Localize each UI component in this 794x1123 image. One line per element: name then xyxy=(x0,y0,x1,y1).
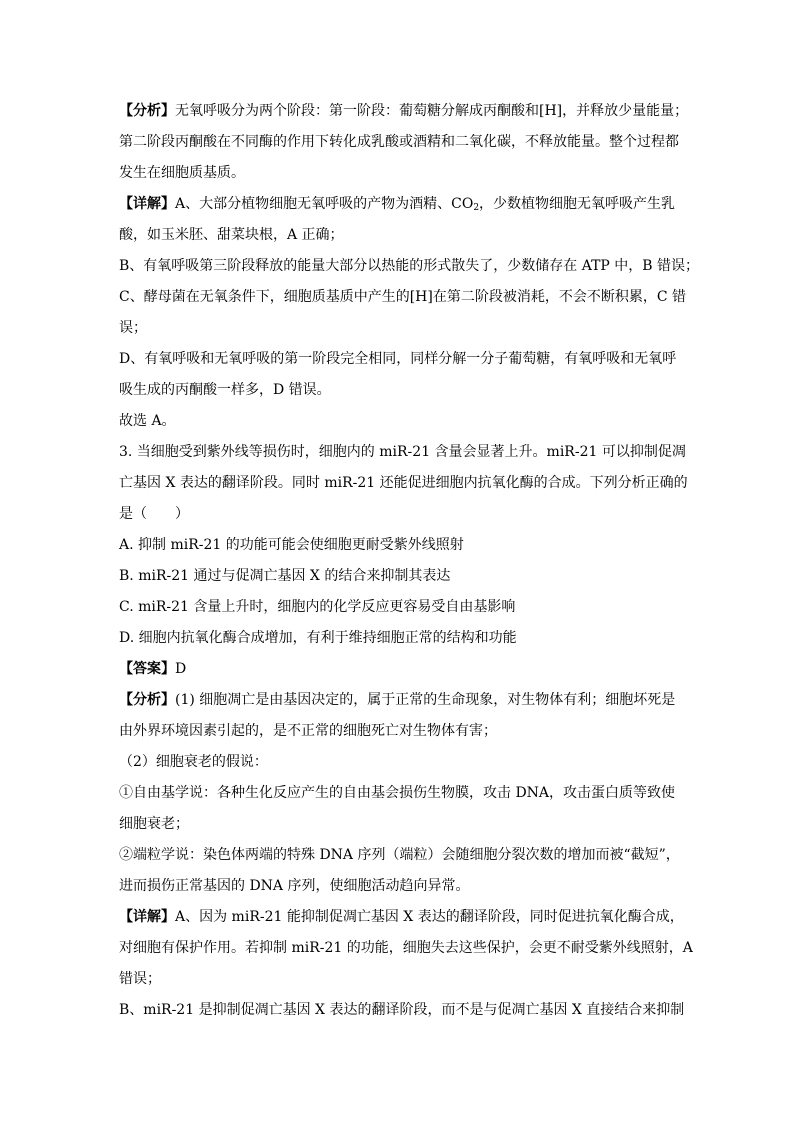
analysis2-line-2: 由外界环境因素引起的，是不正常的细胞死亡对生物体有害； xyxy=(119,723,497,739)
analysis1-line-2: 第二阶段丙酮酸在不同酶的作用下转化成乳酸或酒精和二氧化碳，不释放能量。整个过程都 xyxy=(119,134,679,150)
analysis2-line-7: 进而损伤正常基因的 DNA 序列，使细胞活动趋向异常。 xyxy=(119,878,470,894)
detail2-line-4: B、miR-21 是抑制促凋亡基因 X 表达的翻译阶段，而不是与促凋亡基因 X 直接结合来抑制 xyxy=(119,1002,685,1018)
analysis2-line-3: （2）细胞衰老的假说： xyxy=(119,754,268,770)
question3-option-d: D. 细胞内抗氧化酶合成增加，有利于维持细胞正常的结构和功能 xyxy=(119,630,517,646)
detail-tag: 【详解】 xyxy=(119,196,175,212)
detail1-line-a1: 【详解】A、大部分植物细胞无氧呼吸的产物为酒精、$CO_2$，少数植物细胞无氧呼吸产生乳 xyxy=(119,196,676,213)
answer-tag: 【答案】 xyxy=(119,661,175,677)
analysis2-line-1: 【分析】(1) 细胞凋亡是由基因决定的，属于正常的生命现象，对生物体有利；细胞坏死是 xyxy=(119,692,676,708)
detail2-line-2: 对细胞有保护作用。若抑制 miR-21 的功能，细胞失去这些保护，会更不耐受紫外线照射，A xyxy=(119,940,693,956)
question3-option-b: B. miR-21 通过与促凋亡基因 X 的结合来抑制其表达 xyxy=(119,568,451,584)
analysis2-line-4: ①自由基学说：各种生化反应产生的自由基会损伤生物膜，攻击 DNA，攻击蛋白质等致使 xyxy=(119,785,676,801)
analysis2-line-5: 细胞衰老； xyxy=(119,816,189,832)
analysis-tag: 【分析】 xyxy=(119,103,175,119)
analysis-tag: 【分析】 xyxy=(119,692,175,708)
question3-option-c: C. miR-21 含量上升时，细胞内的化学反应更容易受自由基影响 xyxy=(119,599,516,615)
analysis2-line-6: ②端粒学说：染色体两端的特殊 DNA 序列（端粒）会随细胞分裂次数的增加而被“截短”， xyxy=(119,847,680,863)
question3-stem-2: 亡基因 X 表达的翻译阶段。同时 miR-21 还能促进细胞内抗氧化酶的合成。下列分析正确的 xyxy=(119,475,688,491)
answer-value: D xyxy=(175,661,187,677)
detail2-line-1: 【详解】A、因为 miR-21 能抑制促凋亡基因 X 表达的翻译阶段，同时促进抗氧化酶合成， xyxy=(119,909,684,925)
detail1-line-d2: 吸生成的丙酮酸一样多，D 错误。 xyxy=(119,382,331,398)
detail1-line-b: B、有氧呼吸第三阶段释放的能量大部分以热能的形式散失了，少数储存在 ATP 中，B 错误； xyxy=(119,258,700,274)
detail1-line-c2: 误； xyxy=(119,320,147,336)
analysis1-line-1: 【分析】无氧呼吸分为两个阶段：第一阶段：葡萄糖分解成丙酮酸和[H]，并释放少量能量； xyxy=(119,103,689,119)
question3-stem-3: 是（ ） xyxy=(119,506,189,522)
answer-line xyxy=(119,654,681,685)
detail1-line-d1: D、有氧呼吸和无氧呼吸的第一阶段完全相同，同样分解一分子葡萄糖，有氧呼吸和无氧呼 xyxy=(119,351,677,367)
detail-tag: 【详解】 xyxy=(119,909,175,925)
question3-option-a: A. 抑制 miR-21 的功能可能会使细胞更耐受紫外线照射 xyxy=(119,537,464,553)
detail1-line-a2: 酸，如玉米胚、甜菜块根，A 正确； xyxy=(119,227,344,243)
question3-stem-1: 3. 当细胞受到紫外线等损伤时，细胞内的 miR-21 含量会显著上升。miR-21 可以抑制促凋 xyxy=(119,444,686,460)
analysis1-line-3: 发生在细胞质基质。 xyxy=(119,165,245,181)
document-body xyxy=(119,96,700,1026)
detail2-line-3: 错误； xyxy=(119,971,161,987)
detail1-line-c1: C、酵母菌在无氧条件下，细胞质基质中产生的[H]在第二阶段被消耗，不会不断积累，C 错 xyxy=(119,289,687,305)
detail1-choice: 故选 A。 xyxy=(119,413,176,429)
